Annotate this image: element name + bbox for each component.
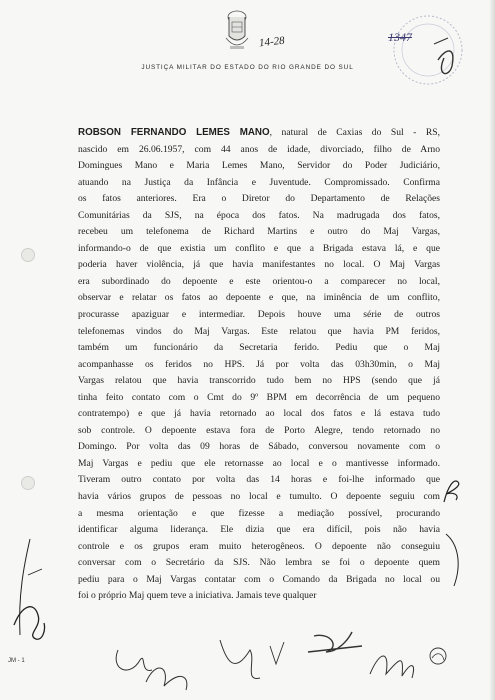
testimony-line: conversar com o Secretário da SJS. Não lembra se foi o depoente quem (78, 557, 440, 569)
deponent-name: ROBSON FERNANDO LEMES MANO (78, 127, 270, 138)
testimony-line: atuando na Justiça da Infância e Juventude. Compromissado. Confirma (78, 176, 440, 188)
testimony-line: contratempo) e que já havia retornado ao local dos fatos e lá estava tudo (78, 408, 440, 420)
testimony-line: era subordinado do depoente e este orientou-o a comparecer no local, (78, 275, 440, 287)
institution-header: JUSTIÇA MILITAR DO ESTADO DO RIO GRANDE DO SUL (141, 64, 354, 71)
testimony-body (78, 125, 440, 605)
testimony-line: Maj Vargas e pediu que ele retornasse ao local e o mantivesse informado. (78, 457, 440, 469)
punch-hole-top (21, 248, 35, 262)
testimony-line: acompanhasse os feridos no HPS. Já por volta das 03h30min, o Maj (78, 358, 440, 370)
testimony-line: pediu para o Maj Vargas contatar com o Comando da Brigada no local ou (78, 573, 440, 585)
margin-bracket-icon (440, 530, 466, 590)
testimony-line: controle e os grupos eram muito heterogêneos. O depoente não conseguiu (78, 540, 440, 552)
testimony-line: observar e relatar os fatos ao depoente e que, na iminência de um conflito, (78, 292, 440, 304)
testimony-line: a mesma orientação e que fizesse a mediação possível, procurando (78, 507, 440, 519)
testimony-line: poderia haver violência, já que havia manifestantes no local. O Maj Vargas (78, 259, 440, 271)
page-edge-shadow (489, 0, 495, 700)
folio-stamp-icon (386, 8, 470, 92)
testimony-line: também um funcionário da Secretaria ferido. Pediu que o Maj (78, 342, 440, 354)
testimony-line: sob controle. O depoente estava fora de Porto Alegre, tendo retornado no (78, 424, 440, 436)
punch-hole-bottom (21, 476, 35, 490)
testimony-line: tinha feito contato com o Cmt do 9º BPM em decorrência de um pequeno (78, 391, 440, 403)
footer-signatures-icon (100, 630, 470, 700)
testimony-line: Tiveram outro contato por volta das 14 horas e foi-lhe informado que (78, 474, 440, 486)
testimony-line: havia vários grupos de pessoas no local e tumulto. O depoente seguiu com (78, 491, 440, 503)
left-margin-signature-icon (8, 535, 52, 645)
margin-initial-signature-icon (440, 476, 464, 506)
testimony-line: os fatos anteriores. Era o Diretor do Departamento de Relações (78, 193, 440, 205)
testimony-line: nascido em 26.06.1957, com 44 anos de idade, divorciado, filho de Arno (78, 143, 440, 155)
testimony-line-last: foi o próprio Maj quem teve a iniciativa. Jamais teve qualquer (78, 590, 317, 602)
testimony-line: Domingues Mano e Maria Lemes Mano, Servidor do Poder Judiciário, (78, 160, 440, 172)
testimony-line-first (78, 125, 440, 142)
testimony-line: Vargas relatou que havia transcorrido tudo bem no HPS (sendo que já (78, 375, 440, 387)
testimony-line: Domingo. Por volta das 09 horas de Sábado, conversou novamente com o (78, 441, 440, 453)
testimony-line: informando-o de que existia um conflito e que a Brigada estava lá, e que (78, 242, 440, 254)
testimony-line: procurasse apaziguar e intermediar. Depois houve uma série de outros (78, 309, 440, 321)
coat-of-arms-icon (222, 8, 252, 58)
stamp-number: 1347 (388, 30, 412, 44)
testimony-line: Comunitárias da SJS, na época dos fatos. Na madrugada dos fatos, (78, 209, 440, 221)
testimony-line: recebeu um telefonema de Richard Martins e outro do Maj Vargas, (78, 226, 440, 238)
page-code-label: JM - 1 (8, 658, 25, 664)
testimony-line: telefonemas vindos do Maj Vargas. Este relatou que havia PM feridos, (78, 325, 440, 337)
handwritten-folio-number: 14-28 (258, 34, 286, 50)
testimony-line: , natural de Caxias do Sul - RS, (269, 127, 440, 138)
testimony-line: identificar alguma liderança. Ele dizia que era difícil, pois não havia (78, 524, 440, 536)
